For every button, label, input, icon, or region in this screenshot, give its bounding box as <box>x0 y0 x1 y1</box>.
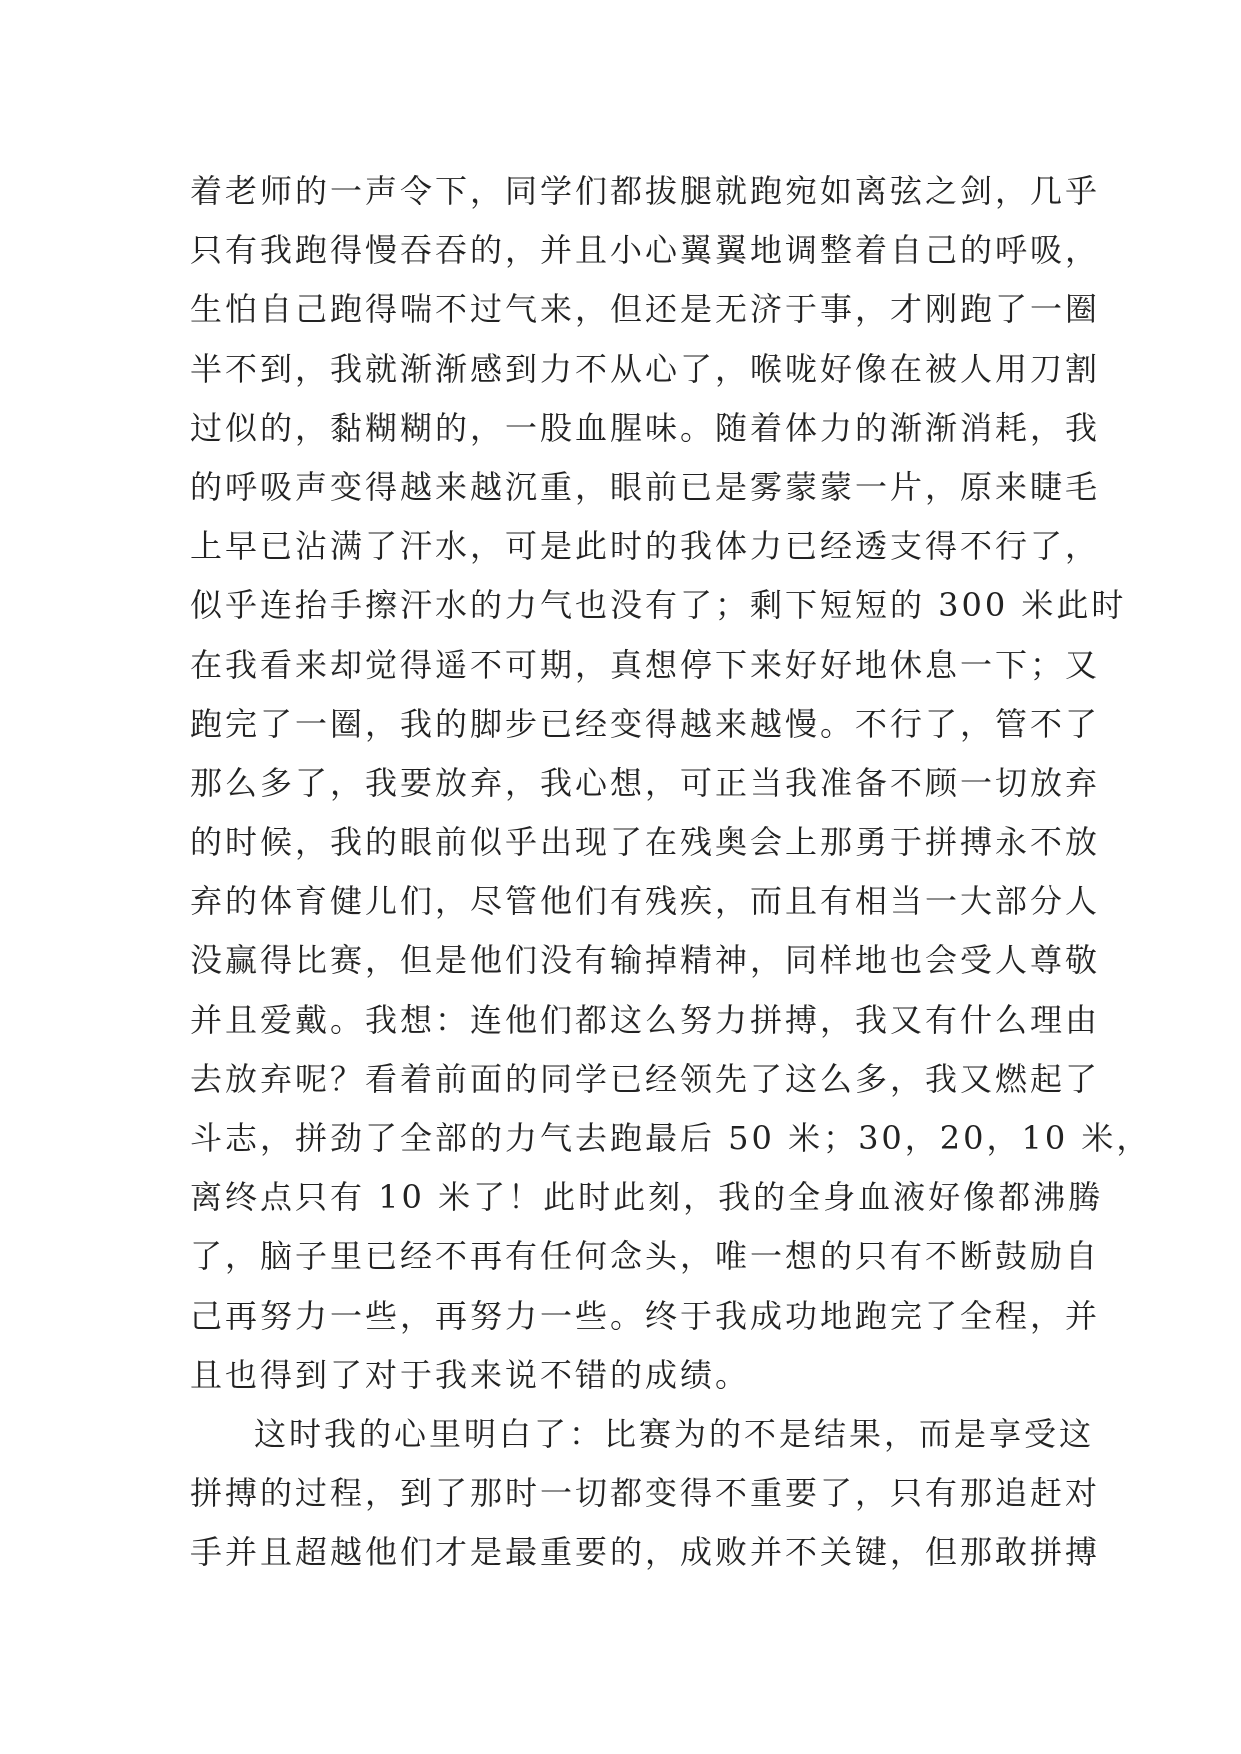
essay-body <box>190 162 1152 1583</box>
text-line: 跑完了一圈，我的脚步已经变得越来越慢。不行了，管不了 <box>190 704 1101 743</box>
text-line: 且也得到了对于我来说不错的成绩。 <box>190 1355 751 1394</box>
text-line: 着老师的一声令下，同学们都拔腿就跑宛如离弦之剑，几乎 <box>190 172 1101 210</box>
text-line: 手并且超越他们才是最重要的，成败并不关键，但那敢拼搏 <box>190 1533 1101 1572</box>
text-line: 的时候，我的眼前似乎出现了在残奥会上那勇于拼搏永不放 <box>190 823 1101 862</box>
text-line: 那么多了，我要放弃，我心想，可正当我准备不顾一切放弃 <box>190 763 1101 802</box>
text-line: 了，脑子里已经不再有任何念头，唯一想的只有不断鼓励自 <box>190 1237 1101 1276</box>
text-line: 似乎连抬手擦汗水的力气也没有了；剩下短短的 300 米此时 <box>190 586 1127 625</box>
text-line: 斗志，拼劲了全部的力气去跑最后 50 米；30，20，10 米， <box>190 1119 1152 1157</box>
text-line: 拼搏的过程，到了那时一切都变得不重要了，只有那追赶对 <box>190 1474 1101 1513</box>
text-line: 没赢得比赛，但是他们没有输掉精神，同样地也会受人尊敬 <box>190 941 1101 980</box>
text-line: 过似的，黏糊糊的，一股血腥味。随着体力的渐渐消耗，我 <box>190 408 1101 447</box>
text-line: 半不到，我就渐渐感到力不从心了，喉咙好像在被人用刀割 <box>190 349 1101 388</box>
text-line: 在我看来却觉得遥不可期，真想停下来好好地休息一下；又 <box>190 645 1101 684</box>
text-line: 离终点只有 10 米了！此时此刻，我的全身血液好像都沸腾 <box>190 1178 1104 1217</box>
paragraph-first-line: 这时我的心里明白了：比赛为的不是结果，而是享受这 <box>254 1414 1095 1453</box>
text-line: 己再努力一些，再努力一些。终于我成功地跑完了全程，并 <box>190 1296 1101 1335</box>
text-line: 的呼吸声变得越来越沉重，眼前已是雾蒙蒙一片，原来睫毛 <box>190 467 1101 506</box>
text-line: 并且爱戴。我想：连他们都这么努力拼搏，我又有什么理由 <box>190 1000 1101 1039</box>
text-line: 去放弃呢？看着前面的同学已经领先了这么多，我又燃起了 <box>190 1059 1101 1098</box>
text-line: 弃的体育健儿们，尽管他们有残疾，而且有相当一大部分人 <box>190 882 1101 921</box>
text-line: 只有我跑得慢吞吞的，并且小心翼翼地调整着自己的呼吸， <box>190 231 1101 270</box>
text-line: 生怕自己跑得喘不过气来，但还是无济于事，才刚跑了一圈 <box>190 290 1101 329</box>
text-line: 上早已沾满了汗水，可是此时的我体力已经透支得不行了， <box>190 527 1101 566</box>
